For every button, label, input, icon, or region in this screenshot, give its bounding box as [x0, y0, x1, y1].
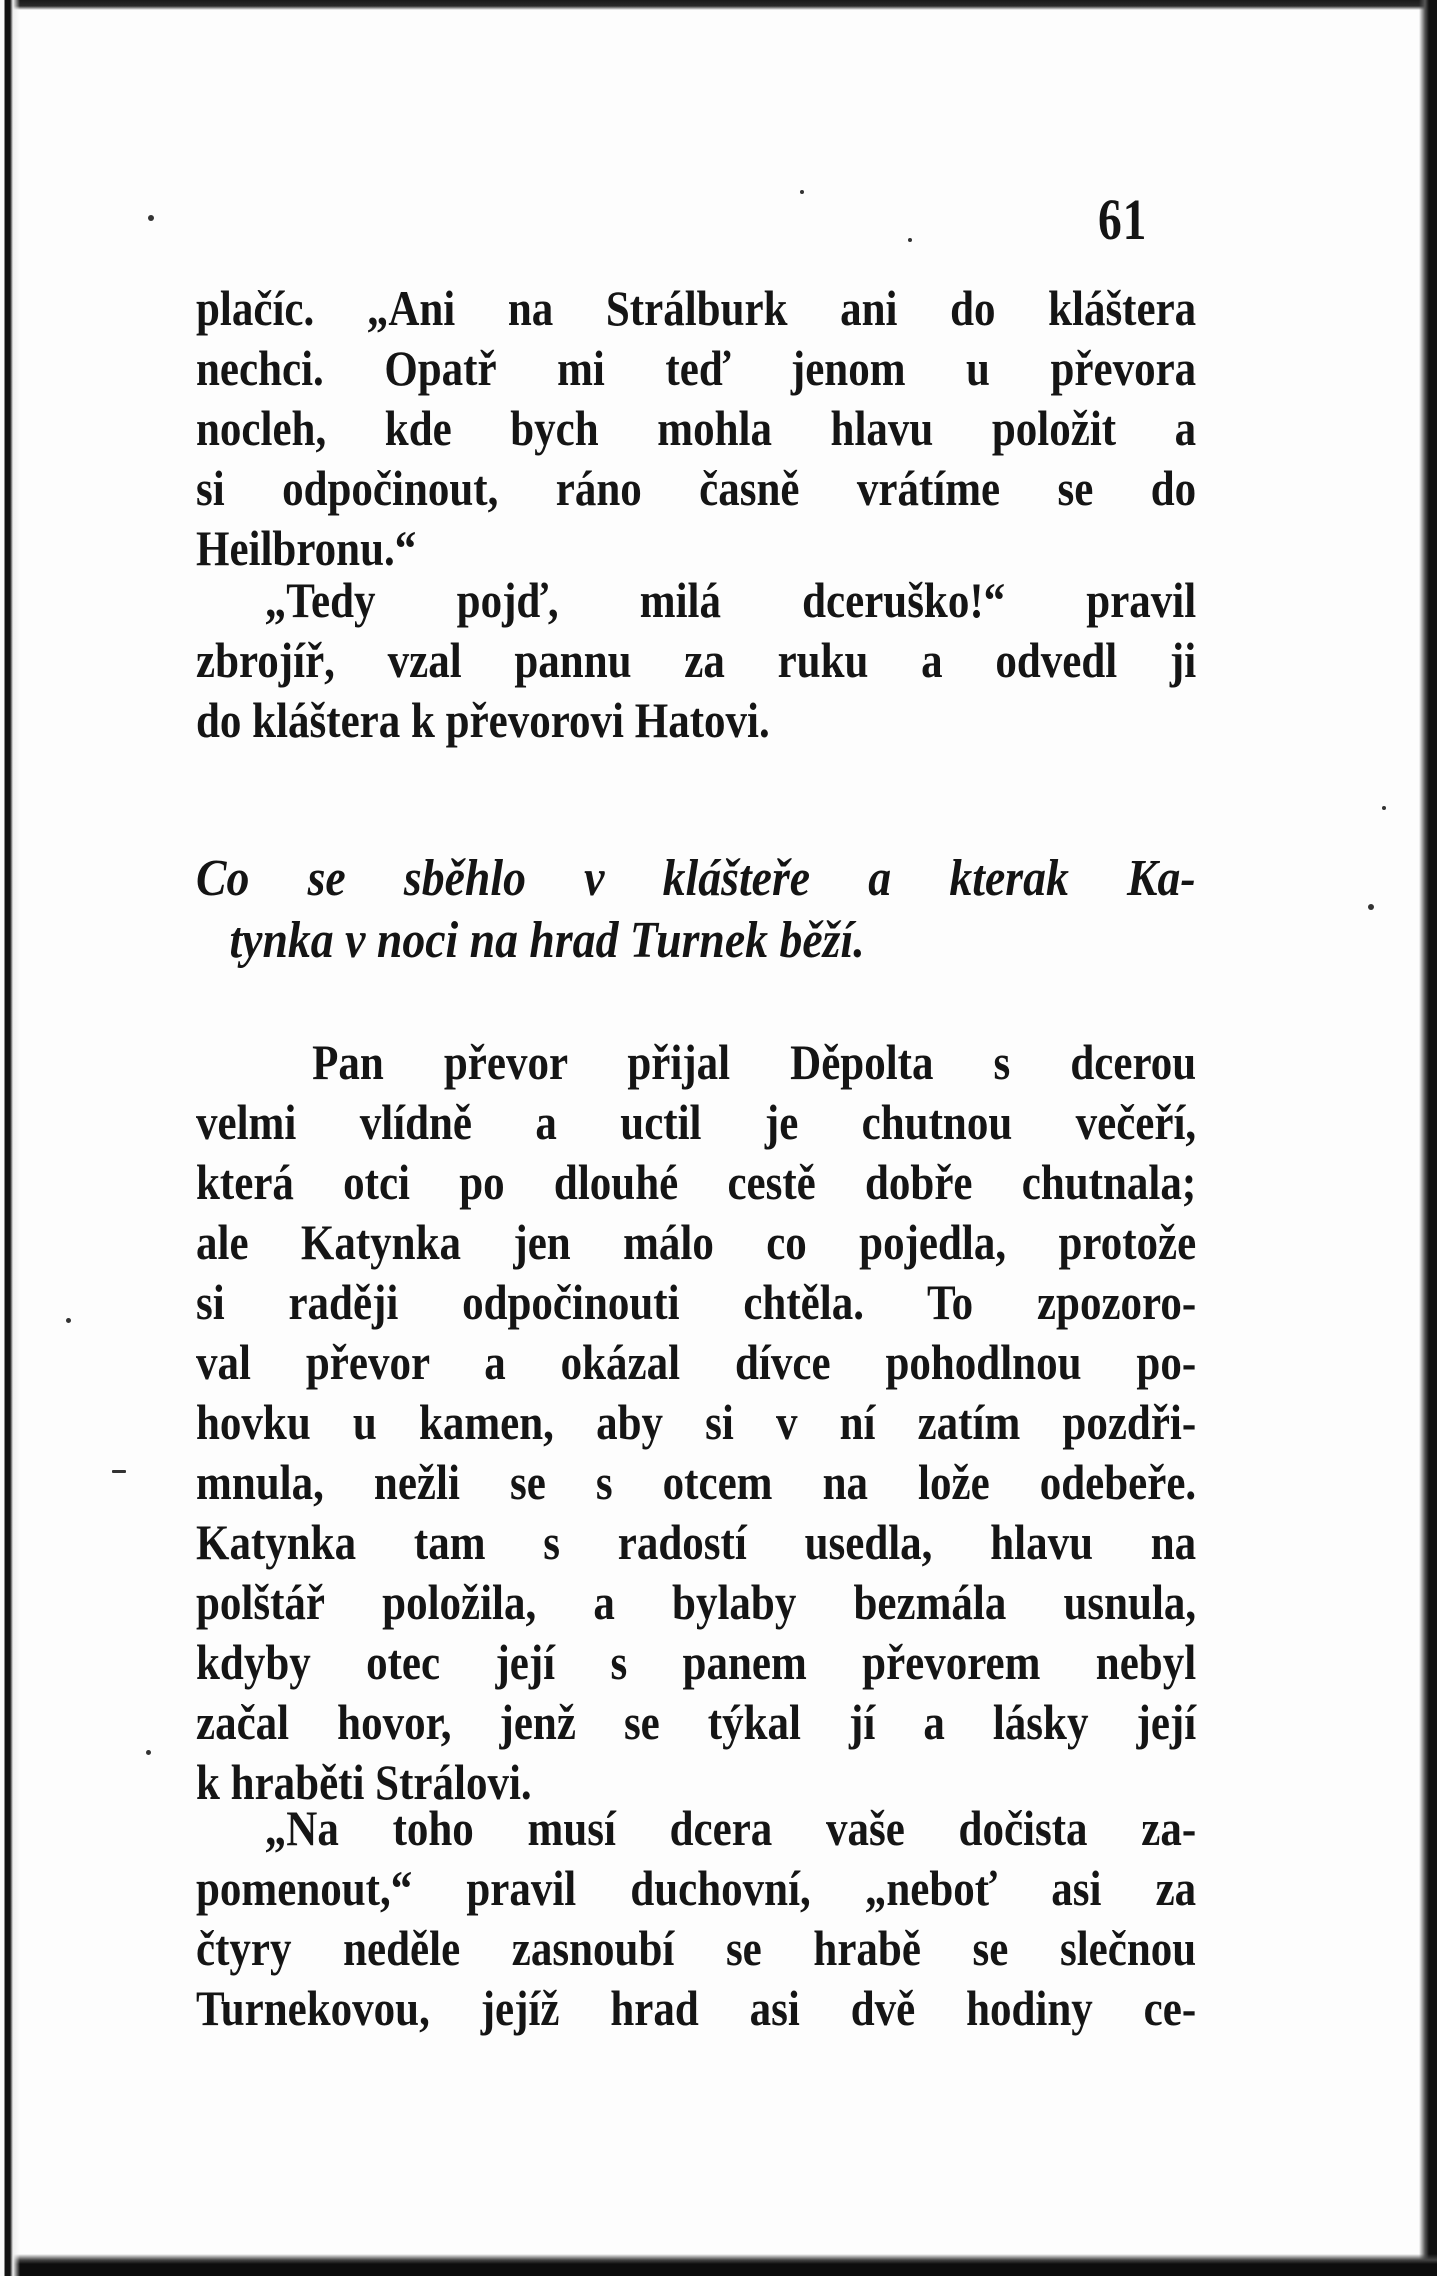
text-line: začal hovor, jenž se týkal jí a lásky její — [196, 1694, 1197, 1750]
text-line: pomenout,“ pravil duchovní, „neboť asi za — [196, 1860, 1197, 1916]
scan-speck — [800, 190, 804, 194]
scan-speck — [908, 238, 912, 242]
scan-speck — [112, 1470, 126, 1473]
text-line: plačíc. „Ani na Strálburk ani do kláštera — [196, 280, 1197, 336]
heading-line: tynka v noci na hrad Turnek běží. — [229, 912, 865, 969]
scan-speck — [146, 1750, 151, 1755]
page-top-edge — [0, 0, 1437, 10]
text-line: hovku u kamen, aby si v ní zatím pozdři- — [196, 1394, 1197, 1450]
text-line: čtyry neděle zasnoubí se hrabě se slečnou — [196, 1920, 1197, 1976]
page-bottom-edge — [0, 2254, 1437, 2276]
text-line: Pan převor přijal Děpolta s dcerou — [312, 1034, 1197, 1090]
text-line: k hraběti Strálovi. — [196, 1754, 532, 1810]
text-line: kdyby otec její s panem převorem nebyl — [196, 1634, 1197, 1690]
text-line: val převor a okázal dívce pohodlnou po- — [196, 1334, 1197, 1390]
scan-speck — [148, 215, 154, 221]
page-right-edge — [1419, 0, 1437, 2276]
paragraph-4 — [196, 1798, 1196, 2038]
text-line: velmi vlídně a uctil je chutnou večeří, — [196, 1094, 1197, 1150]
text-line: ale Katynka jen málo co pojedla, protože — [196, 1214, 1197, 1270]
text-line: do kláštera k převorovi Hatovi. — [196, 692, 770, 748]
text-line: Katynka tam s radostí usedla, hlavu na — [196, 1514, 1197, 1570]
text-line: zbrojíř, vzal pannu za ruku a odvedl ji — [196, 632, 1197, 688]
text-line: která otci po dlouhé cestě dobře chutnala; — [196, 1154, 1197, 1210]
text-line: si odpočinout, ráno časně vrátíme se do — [196, 460, 1197, 516]
text-line: „Na toho musí dcera vaše dočista za- — [264, 1800, 1197, 1856]
chapter-heading — [196, 848, 1196, 972]
text-line: „Tedy pojď, milá dceruško!“ pravil — [264, 572, 1197, 628]
heading-line: Co se sběhlo v klášteře a kterak Ka- — [196, 850, 1196, 907]
text-line: nechci. Opatř mi teď jenom u převora — [196, 340, 1197, 396]
scan-speck — [1382, 806, 1386, 810]
text-line: mnula, nežli se s otcem na lože odebeře. — [196, 1454, 1197, 1510]
scan-speck — [1368, 904, 1374, 910]
paragraph-2 — [196, 570, 1196, 750]
scan-speck — [66, 1318, 71, 1323]
paragraph-1 — [196, 278, 1196, 578]
page-number: 61 — [1098, 187, 1148, 252]
text-line: Turnekovou, jejíž hrad asi dvě hodiny ce- — [196, 1980, 1197, 2036]
page-left-edge — [0, 0, 20, 2276]
text-line: polštář položila, a bylaby bezmála usnula, — [196, 1574, 1197, 1630]
text-line: Heilbronu.“ — [196, 520, 417, 576]
text-line: si raději odpočinouti chtěla. To zpozoro- — [196, 1274, 1197, 1330]
paragraph-3 — [196, 1032, 1196, 1812]
text-line: nocleh, kde bych mohla hlavu položit a — [196, 400, 1197, 456]
